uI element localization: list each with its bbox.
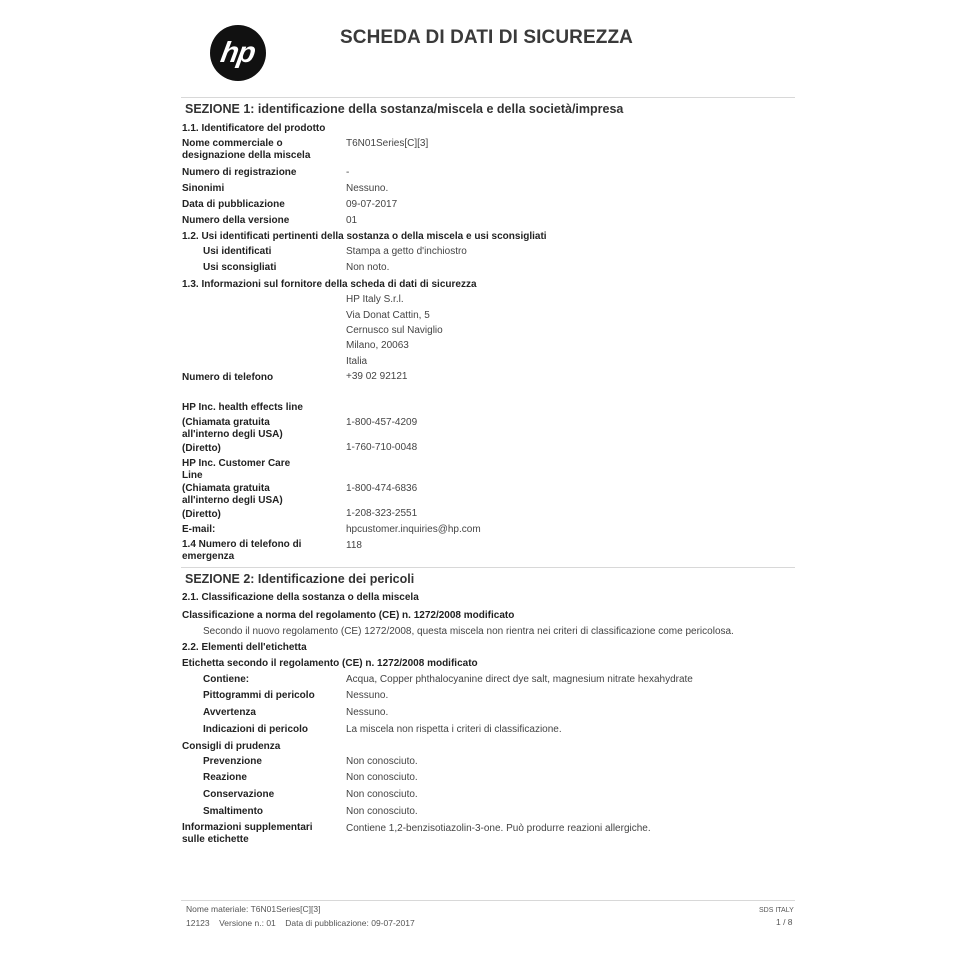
label-heading: Etichetta secondo il regolamento (CE) n. 1272/2008 modificato <box>182 658 478 669</box>
care-direct-value: 1-208-323-2551 <box>346 508 418 519</box>
disposal-label: Smaltimento <box>203 806 264 817</box>
footer-doc-code: SDS ITALY <box>759 907 794 914</box>
warning-value: Nessuno. <box>346 707 389 718</box>
free-call-label-line1: (Chiamata gratuita <box>182 417 270 428</box>
pictograms-label: Pittogrammi di pericolo <box>203 690 315 701</box>
disposal-value: Non conosciuto. <box>346 806 418 817</box>
supplementary-label <box>182 822 313 846</box>
email-value[interactable]: hpcustomer.inquiries@hp.com <box>346 524 481 535</box>
contains-label: Contiene: <box>203 674 250 685</box>
unadvised-value: Non noto. <box>346 262 390 273</box>
document-title: SCHEDA DI DATI DI SICUREZZA <box>340 27 633 48</box>
free-call-label-line2: all'interno degli USA) <box>182 429 283 440</box>
pictograms-value: Nessuno. <box>346 690 389 701</box>
care-line-label <box>182 458 290 482</box>
hazard-value: La miscela non rispetta i criteri di classificazione. <box>346 724 562 735</box>
footer-meta: 12123 Versione n.: 01 Data di pubblicazione: 09-07-2017 <box>186 918 415 928</box>
registration-value: - <box>346 167 350 178</box>
footer-material: Nome materiale: T6N01Series[C][3] <box>186 904 321 914</box>
hp-logo-text: hp <box>218 36 258 69</box>
health-direct-value: 1-760-710-0048 <box>346 442 418 453</box>
emergency-value: 118 <box>346 540 362 551</box>
hp-logo <box>210 25 266 81</box>
uses-label: Usi identificati <box>203 246 272 257</box>
prevention-label: Prevenzione <box>203 756 262 767</box>
contains-value: Acqua, Copper phthalocyanine direct dye salt, magnesium nitrate hexahydrate <box>346 674 693 685</box>
emergency-label <box>182 539 301 563</box>
address-line: Italia <box>346 356 368 367</box>
subsection-2-2: 2.2. Elementi dell'etichetta <box>182 642 307 653</box>
publication-label: Data di pubblicazione <box>182 199 285 210</box>
footer-divider <box>181 900 795 901</box>
address-line: HP Italy S.r.l. <box>346 294 404 305</box>
warning-label: Avvertenza <box>203 707 256 718</box>
subsection-1-3: 1.3. Informazioni sul fornitore della scheda di dati di sicurezza <box>182 279 477 290</box>
classification-label: Classificazione a norma del regolamento (CE) n. 1272/2008 modificato <box>182 610 515 621</box>
emergency-label-line2: emergenza <box>182 551 235 562</box>
free-call-label-line1: (Chiamata gratuita <box>182 483 270 494</box>
free-call-label <box>182 483 283 507</box>
subsection-1-2: 1.2. Usi identificati pertinenti della sostanza o della miscela e usi sconsigliati <box>182 231 547 242</box>
supplementary-value: Contiene 1,2-benzisotiazolin-3-one. Può produrre reazioni allergiche. <box>346 823 651 834</box>
classification-text: Secondo il nuovo regolamento (CE) 1272/2008, questa miscela non rientra nei criteri di classificazione come pericolosa. <box>203 626 734 637</box>
direct-label: (Diretto) <box>182 443 221 454</box>
free-call-label-line2: all'interno degli USA) <box>182 495 283 506</box>
phone-label: Numero di telefono <box>182 372 274 383</box>
free-call-label <box>182 417 283 441</box>
address-line: Milano, 20063 <box>346 340 409 351</box>
trade-name-label-line2: designazione della miscela <box>182 150 311 161</box>
registration-label: Numero di registrazione <box>182 167 297 178</box>
supplementary-label-line1: Informazioni supplementari <box>182 822 313 833</box>
unadvised-label: Usi sconsigliati <box>203 262 277 273</box>
health-line-label: HP Inc. health effects line <box>182 402 303 413</box>
publication-value: 09-07-2017 <box>346 199 398 210</box>
direct-label: (Diretto) <box>182 509 221 520</box>
precaution-label: Consigli di prudenza <box>182 741 281 752</box>
trade-name-label <box>182 138 310 162</box>
version-label: Numero della versione <box>182 215 290 226</box>
reaction-value: Non conosciuto. <box>346 772 418 783</box>
divider <box>181 97 795 98</box>
email-label: E-mail: <box>182 524 216 535</box>
care-free-value: 1-800-474-6836 <box>346 483 418 494</box>
trade-name-value: T6N01Series[C][3] <box>346 138 429 149</box>
care-line-label-line2: Line <box>182 470 203 481</box>
subsection-2-1: 2.1. Classificazione della sostanza o della miscela <box>182 592 419 603</box>
footer-page: 1 / 8 <box>776 917 793 927</box>
storage-value: Non conosciuto. <box>346 789 418 800</box>
section-1-title: SEZIONE 1: identificazione della sostanza/miscela e della società/impresa <box>185 102 624 116</box>
version-value: 01 <box>346 215 358 226</box>
synonyms-label: Sinonimi <box>182 183 225 194</box>
phone-value: +39 02 92121 <box>346 371 408 382</box>
health-free-value: 1-800-457-4209 <box>346 417 418 428</box>
divider <box>181 567 795 568</box>
uses-value: Stampa a getto d'inchiostro <box>346 246 467 257</box>
reaction-label: Reazione <box>203 772 247 783</box>
emergency-label-line1: 1.4 Numero di telefono di <box>182 539 302 550</box>
synonyms-value: Nessuno. <box>346 183 389 194</box>
subsection-1-1: 1.1. Identificatore del prodotto <box>182 123 326 134</box>
storage-label: Conservazione <box>203 789 275 800</box>
address-line: Via Donat Cattin, 5 <box>346 310 430 321</box>
prevention-value: Non conosciuto. <box>346 756 418 767</box>
care-line-label-line1: HP Inc. Customer Care <box>182 458 291 469</box>
section-2-title: SEZIONE 2: Identificazione dei pericoli <box>185 572 415 586</box>
address-line: Cernusco sul Naviglio <box>346 325 443 336</box>
hazard-label: Indicazioni di pericolo <box>203 724 309 735</box>
supplementary-label-line2: sulle etichette <box>182 834 249 845</box>
trade-name-label-line1: Nome commerciale o <box>182 138 283 149</box>
